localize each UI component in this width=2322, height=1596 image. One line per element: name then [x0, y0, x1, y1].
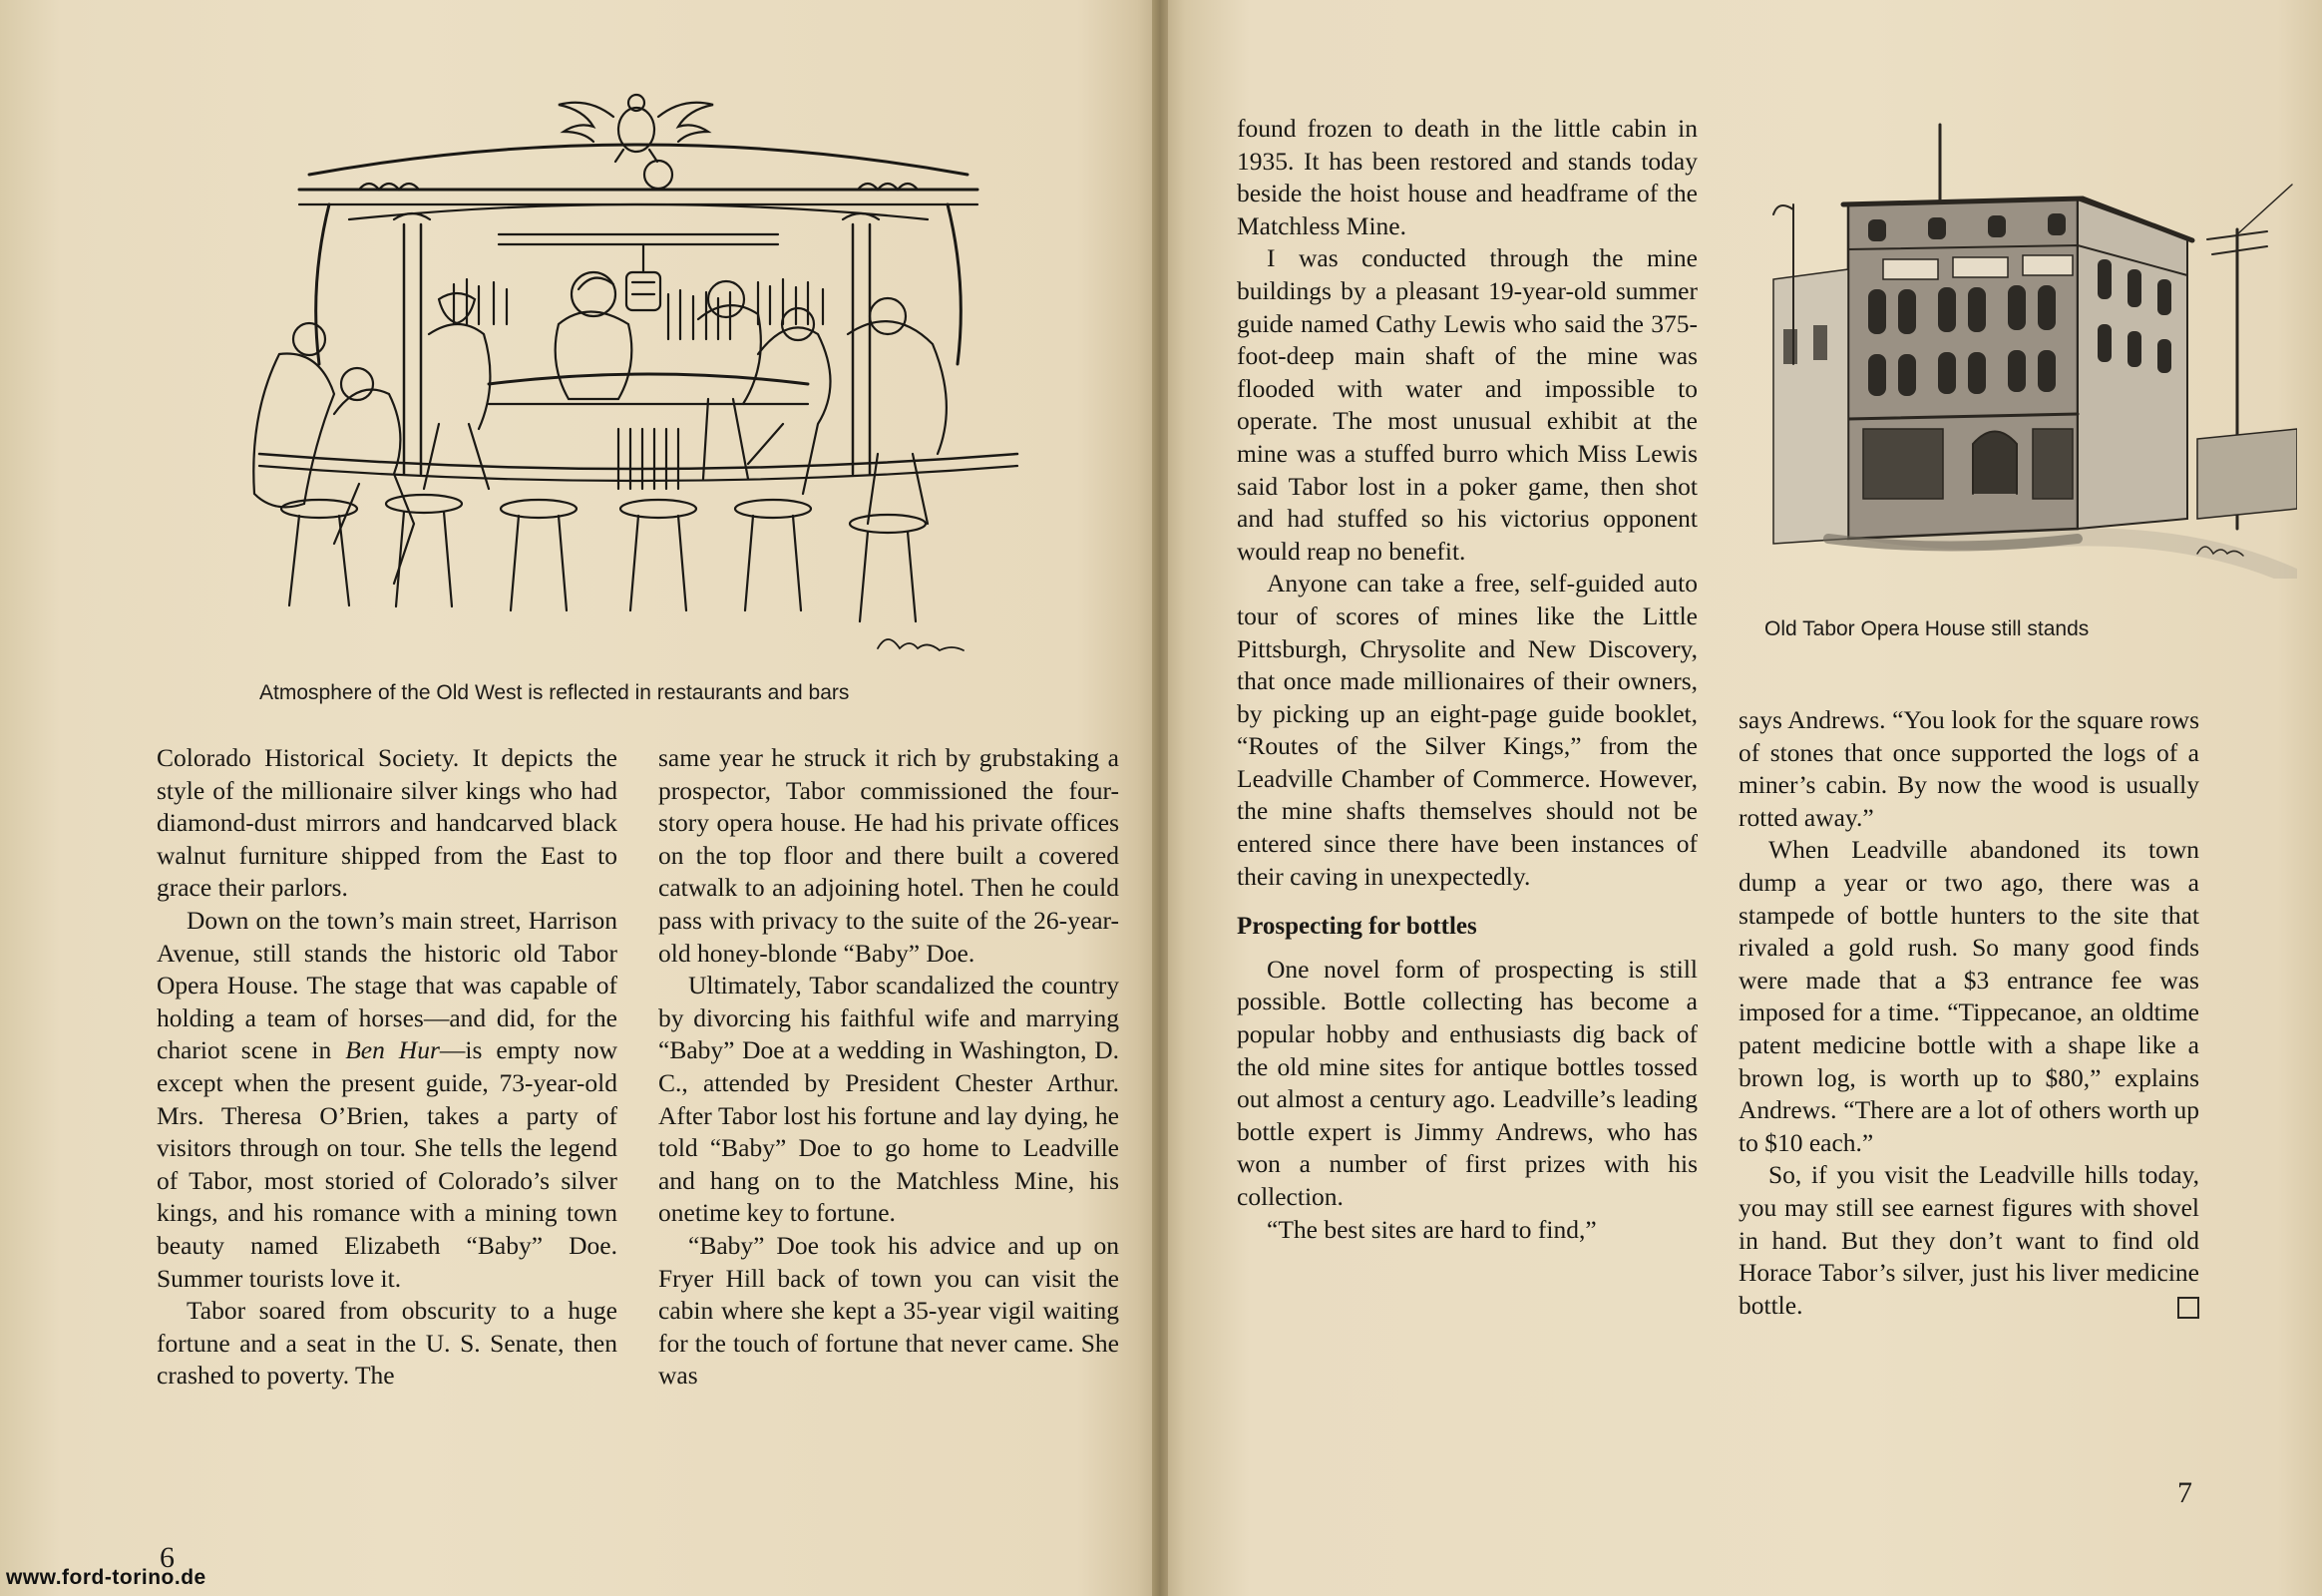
paragraph: One novel form of prospecting is still possible. Bottle collecting has become a popular hobby and enthusiasts dig back of the old mine sites for antique bottles tossed out almost a century ago. Leadville’s leading bottle expert is Jimmy Andrews, who has won a number of first prizes with his collection. [1237, 954, 1698, 1211]
book-spine [1152, 0, 1168, 1596]
saloon-bar-illustration [239, 55, 1027, 673]
illustration-caption: Old Tabor Opera House still stands [1764, 617, 2090, 640]
paragraph: found frozen to death in the little cabin in 1935. It has been restored and stands today beside the hoist house and headframe of the Matchless Mine. [1237, 114, 1698, 240]
paragraph: “Baby” Doe took his advice and up on Fryer Hill back of town you can visit the cabin where she kept a 35-year vigil waiting for the touch of fortune that never came. She was [658, 1230, 1119, 1391]
end-of-article-mark [2177, 1297, 2199, 1319]
paragraph: Tabor soared from obscurity to a huge fortune and a seat in the U. S. Senate, then crashed to poverty. The [157, 1296, 617, 1391]
paragraph: Down on the town’s main street, Harrison Avenue, still stands the historic old Tabor Opera House. The stage that was capable of holding a team of horses—and did, for the chariot scene in Ben Hur—is empty now except when the present guide, 73-year-old Mrs. Theresa O’Brien, takes a party of visitors through on tour. She tells the legend of Tabor, most storied of Colorado’s silver kings, and his romance with a mining town beauty named Elizabeth “Baby” Doe. Summer tourists love it. [157, 905, 618, 1293]
left-column-2 [658, 742, 1119, 1393]
page-number-right: 7 [2177, 1476, 2192, 1509]
right-column-2 [1739, 704, 2199, 1322]
left-page [0, 0, 1160, 1596]
section-heading: Prospecting for bottles [1237, 913, 1477, 941]
paragraph: Colorado Historical Society. It depicts the style of the millionaire silver kings who had diamond-dust mirrors and handcarved black walnut furniture shipped from the East to grace their parlors. [157, 743, 617, 903]
italic-title: Ben Hur [345, 1035, 440, 1065]
illustration-caption: Atmosphere of the Old West is reflected in restaurants and bars [259, 681, 850, 704]
website-watermark: www.ford-torino.de [6, 1566, 206, 1589]
paragraph: So, if you visit the Leadville hills today, you may still see earnest figures with shovel in hand. But they don’t want to find old Horace Tabor’s silver, just his liver medicine bottle. [1739, 1160, 2199, 1320]
paragraph: I was conducted through the mine buildings by a pleasant 19-year-old summer guide named Cathy Lewis who said the 375-foot-deep main shaft of the mine was flooded with water and impossible to operate. The most unusual exhibit at the mine was a stuffed burro which Miss Lewis said Tabor lost in a poker game, then shot and had stuffed so his victorius opponent would reap no benefit. [1237, 243, 1698, 566]
page-number-left: 6 [160, 1541, 175, 1574]
left-column-1 [157, 742, 617, 1393]
paragraph: says Andrews. “You look for the square rows of stones that once supported the logs of a miner’s cabin. By now the wood is usually rotted away.” [1739, 705, 2199, 832]
paragraph: Anyone can take a free, self-guided auto tour of scores of mines like the Little Pittsburgh, Chrysolite and New Discovery, that once made millionaires of their owners, by picking up an eight-page guide booklet, “Routes of the Silver Kings,” from the Leadville Chamber of Commerce. However, the mine shafts themselves should not be entered since there have been instances of their caving in unexpectedly. [1237, 569, 1698, 891]
paragraph: same year he struck it rich by grubstaking a prospector, Tabor commissioned the four-story opera house. He had his private offices on the top floor and there built a covered catwalk to an adjoining hotel. Then he could pass with privacy to the suite of the 26-year-old honey-blonde “Baby” Doe. [658, 743, 1119, 968]
paragraph: When Leadville abandoned its town dump a year or two ago, there was a stampede of bottle hunters to the site that rivaled a gold rush. So many good finds were made that a $3 entrance fee was imposed for a time. “Tippecanoe, an oldtime patent medicine bottle with a shape like a brown log, is worth up to $80,” explains Andrews. “There are a lot of others worth up to $10 each.” [1739, 835, 2199, 1157]
opera-house-illustration [1768, 110, 2297, 579]
paragraph: “The best sites are hard to find,” [1267, 1214, 1597, 1244]
paragraph: Ultimately, Tabor scandalized the country by divorcing his faithful wife and marrying “Baby” Doe at a wedding in Washington, D. C., attended by President Chester Arthur. After Tabor lost his fortune and lay dying, he told “Baby” Doe to go home to Leadville and hang on to the Matchless Mine, his onetime key to fortune. [658, 971, 1119, 1228]
right-column-1 [1237, 113, 1698, 1246]
right-page [1160, 0, 2322, 1596]
